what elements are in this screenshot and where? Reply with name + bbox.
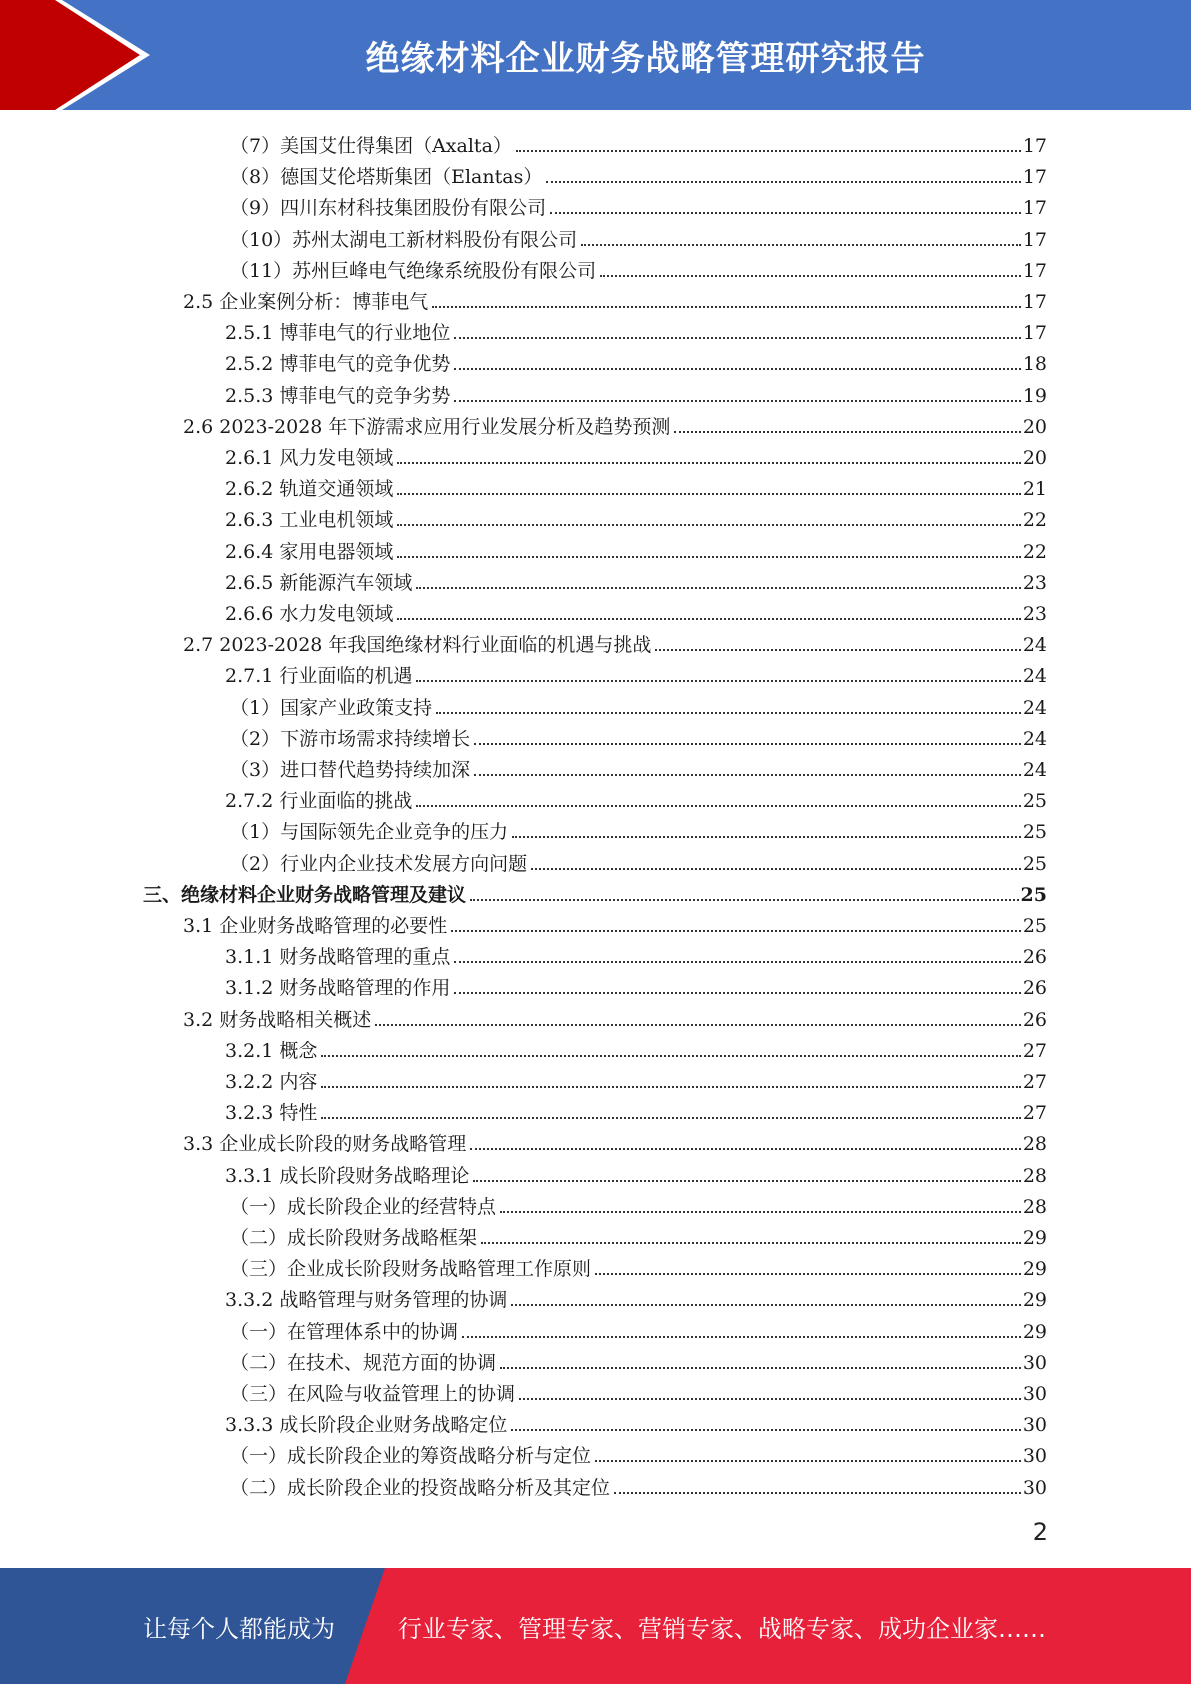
toc-entry-page: 17: [1022, 228, 1047, 251]
toc-leader-dots: [397, 556, 1020, 558]
toc-entry[interactable]: [230, 252, 1047, 283]
toc-leader-dots: [674, 431, 1020, 433]
toc-entry-page: 20: [1022, 447, 1047, 469]
toc-leader-dots: [512, 836, 1021, 838]
toc-entry-label: 3.3 企业成长阶段的财务战略管理: [183, 1133, 467, 1156]
toc-entry[interactable]: [143, 876, 1047, 907]
toc-entry-label: 2.6.4 家用电器领域: [225, 540, 394, 563]
toc-entry[interactable]: [230, 1437, 1047, 1468]
toc-entry-page: 24: [1022, 665, 1047, 688]
toc-entry[interactable]: [230, 1469, 1047, 1500]
toc-entry[interactable]: [183, 626, 1047, 657]
toc-entry-label: 3.2.3 特性: [225, 1102, 318, 1125]
toc-entry-page: 22: [1022, 540, 1047, 563]
toc-entry-label: （二）在技术、规范方面的协调: [230, 1351, 497, 1374]
toc-entry[interactable]: [225, 345, 1047, 376]
toc-entry[interactable]: [230, 1250, 1047, 1281]
toc-entry[interactable]: [183, 1001, 1047, 1032]
toc-entry-label: 3.2 财务战略相关概述: [183, 1008, 372, 1031]
toc-leader-dots: [511, 1429, 1020, 1431]
toc-entry-label: 2.6 2023-2028 年下游需求应用行业发展分析及趋势预测: [183, 415, 671, 438]
toc-entry-page: 21: [1022, 478, 1047, 501]
toc-entry[interactable]: [225, 501, 1047, 532]
toc-entry[interactable]: [225, 470, 1047, 501]
toc-entry-page: 24: [1022, 759, 1047, 781]
toc-entry-page: 17: [1022, 291, 1047, 313]
toc-entry-label: 2.6.3 工业电机领域: [225, 509, 394, 532]
toc-leader-dots: [397, 524, 1020, 526]
report-title: 绝缘材料企业财务战略管理研究报告: [365, 38, 926, 79]
toc-entry-page: 25: [1022, 915, 1047, 937]
toc-leader-dots: [416, 680, 1020, 682]
toc-entry[interactable]: [225, 782, 1047, 813]
toc-leader-dots: [375, 1024, 1021, 1026]
toc-entry-page: 28: [1022, 1133, 1047, 1156]
toc-entry-label: 3.1 企业财务战略管理的必要性: [183, 915, 448, 937]
toc-entry[interactable]: [225, 595, 1047, 626]
toc-leader-dots: [531, 868, 1021, 870]
toc-entry-label: 2.6.6 水力发电领域: [225, 603, 394, 625]
toc-entry-label: （8）德国艾伦塔斯集团（Elantas）: [230, 166, 543, 189]
toc-leader-dots: [581, 244, 1021, 246]
page-header: [0, 0, 1191, 110]
toc-entry[interactable]: [230, 1375, 1047, 1406]
toc-entry-label: 3.1.1 财务战略管理的重点: [225, 946, 451, 969]
page-footer: [0, 1568, 1191, 1684]
toc-entry-page: 19: [1022, 384, 1047, 407]
toc-entry-label: 3.3.2 战略管理与财务管理的协调: [225, 1289, 508, 1312]
toc-entry[interactable]: [230, 845, 1047, 876]
toc-entry[interactable]: [183, 1125, 1047, 1156]
toc-entry-label: 2.5.2 博菲电气的竞争优势: [225, 353, 451, 376]
toc-entry-label: 2.7.2 行业面临的挑战: [225, 790, 413, 813]
toc-entry-label: 3.1.2 财务战略管理的作用: [225, 977, 451, 1000]
toc-entry[interactable]: [230, 720, 1047, 751]
toc-leader-dots: [321, 1117, 1020, 1119]
toc-leader-dots: [500, 1367, 1021, 1369]
toc-leader-dots: [397, 618, 1020, 620]
toc-entry[interactable]: [225, 314, 1047, 345]
toc-entry[interactable]: [230, 221, 1047, 252]
toc-leader-dots: [481, 1242, 1021, 1244]
toc-entry[interactable]: [225, 1063, 1047, 1094]
toc-entry-label: （7）美国艾仕得集团（Axalta）: [230, 135, 512, 157]
toc-leader-dots: [397, 462, 1020, 464]
toc-entry-page: 27: [1022, 1039, 1047, 1062]
toc-entry[interactable]: [225, 1157, 1047, 1188]
toc-entry-page: 22: [1022, 509, 1047, 532]
toc-entry-page: 25: [1022, 821, 1047, 844]
toc-leader-dots: [595, 1460, 1021, 1462]
toc-entry-label: （11）苏州巨峰电气绝缘系统股份有限公司: [230, 259, 597, 282]
toc-leader-dots: [454, 368, 1020, 370]
toc-entry[interactable]: [230, 127, 1047, 158]
toc-entry-label: （二）成长阶段财务战略框架: [230, 1227, 478, 1249]
toc-entry-label: 三、绝缘材料企业财务战略管理及建议: [143, 883, 467, 906]
toc-entry[interactable]: [225, 533, 1047, 564]
toc-entry-label: 2.5.3 博菲电气的竞争劣势: [225, 384, 451, 407]
toc-leader-dots: [550, 212, 1021, 214]
toc-entry[interactable]: [183, 907, 1047, 938]
toc-entry[interactable]: [230, 1219, 1047, 1250]
toc-entry[interactable]: [225, 1281, 1047, 1312]
toc-entry-page: 17: [1022, 322, 1047, 345]
toc-entry-page: 17: [1022, 166, 1047, 189]
toc-entry-label: 2.7 2023-2028 年我国绝缘材料行业面临的机遇与挑战: [183, 634, 652, 657]
toc-leader-dots: [416, 587, 1020, 589]
toc-entry[interactable]: [225, 1406, 1047, 1437]
toc-entry-label: 2.6.5 新能源汽车领域: [225, 571, 413, 594]
toc-leader-dots: [321, 1055, 1020, 1057]
toc-leader-dots: [436, 712, 1021, 714]
toc-entry[interactable]: [230, 189, 1047, 220]
toc-leader-dots: [454, 992, 1020, 994]
toc-leader-dots: [516, 150, 1021, 152]
toc-entry-label: （10）苏州太湖电工新材料股份有限公司: [230, 228, 578, 251]
toc-entry-label: （9）四川东材科技集团股份有限公司: [230, 197, 547, 220]
footer-slogan-right: 行业专家、管理专家、营销专家、战略专家、成功企业家……: [398, 1614, 1046, 1643]
toc-entry[interactable]: [230, 1188, 1047, 1219]
toc-leader-dots: [432, 306, 1021, 308]
toc-entry-page: 18: [1022, 353, 1047, 376]
toc-leader-dots: [321, 1086, 1020, 1088]
toc-entry[interactable]: [225, 377, 1047, 408]
toc-entry-page: 24: [1022, 727, 1047, 750]
toc-leader-dots: [462, 1336, 1021, 1338]
toc-entry-page: 29: [1022, 1289, 1047, 1312]
toc-leader-dots: [470, 1148, 1021, 1150]
toc-entry-label: （1）国家产业政策支持: [230, 696, 433, 719]
toc-entry-page: 17: [1022, 197, 1047, 220]
toc-leader-dots: [451, 930, 1021, 932]
toc-leader-dots: [454, 400, 1020, 402]
toc-entry-page: 28: [1022, 1195, 1047, 1218]
toc-entry[interactable]: [183, 408, 1047, 439]
toc-leader-dots: [470, 899, 1019, 901]
toc-entry-page: 24: [1022, 634, 1047, 657]
toc-entry-label: 3.2.2 内容: [225, 1071, 318, 1093]
toc-entry-page: 26: [1022, 946, 1047, 969]
toc-entry-label: 3.2.1 概念: [225, 1039, 318, 1062]
toc-leader-dots: [655, 649, 1020, 651]
toc-entry[interactable]: [183, 283, 1047, 314]
toc-entry-label: （三）企业成长阶段财务战略管理工作原则: [230, 1258, 592, 1281]
toc-entry-label: （一）在管理体系中的协调: [230, 1320, 459, 1343]
page-number: 2: [1032, 1518, 1048, 1546]
toc-entry-page: 30: [1022, 1414, 1047, 1437]
toc-leader-dots: [511, 1304, 1020, 1306]
toc-entry[interactable]: [225, 938, 1047, 969]
toc-entry-label: （一）成长阶段企业的经营特点: [230, 1195, 497, 1218]
toc-entry[interactable]: [230, 158, 1047, 189]
footer-slogan-left: 让每个人都能成为: [143, 1614, 335, 1643]
toc-entry-label: （2）下游市场需求持续增长: [230, 727, 471, 750]
toc-entry-page: 27: [1022, 1102, 1047, 1125]
toc-leader-dots: [500, 1211, 1021, 1213]
toc-entry-label: 2.5 企业案例分析：博菲电气: [183, 291, 429, 313]
toc-leader-dots: [416, 805, 1020, 807]
toc-entry-page: 29: [1022, 1227, 1047, 1249]
toc-entry-page: 30: [1022, 1383, 1047, 1405]
toc-entry-page: 29: [1022, 1320, 1047, 1343]
toc-entry-page: 24: [1022, 696, 1047, 719]
toc-entry-page: 23: [1022, 571, 1047, 594]
toc-entry-label: （三）在风险与收益管理上的协调: [230, 1383, 516, 1405]
toc-entry[interactable]: [230, 1313, 1047, 1344]
toc-entry-page: 29: [1022, 1258, 1047, 1281]
toc-leader-dots: [454, 961, 1020, 963]
toc-entry-label: 3.3.1 成长阶段财务战略理论: [225, 1164, 470, 1187]
toc-entry[interactable]: [225, 969, 1047, 1000]
toc-entry-page: 25: [1020, 883, 1047, 906]
toc-entry-label: 2.5.1 博菲电气的行业地位: [225, 322, 451, 345]
toc-entry-label: （2）行业内企业技术发展方向问题: [230, 852, 528, 875]
toc-entry-page: 30: [1022, 1351, 1047, 1374]
toc-entry[interactable]: [230, 1344, 1047, 1375]
toc-entry-label: （一）成长阶段企业的筹资战略分析与定位: [230, 1445, 592, 1468]
toc-entry-page: 26: [1022, 977, 1047, 1000]
toc-entry-page: 26: [1022, 1008, 1047, 1031]
toc-entry-page: 25: [1022, 852, 1047, 875]
toc-leader-dots: [595, 1273, 1021, 1275]
toc-leader-dots: [546, 181, 1020, 183]
toc-entry-label: 2.6.1 风力发电领域: [225, 447, 394, 469]
toc-leader-dots: [519, 1398, 1021, 1400]
toc-entry[interactable]: [230, 751, 1047, 782]
toc-leader-dots: [614, 1492, 1021, 1494]
toc-entry[interactable]: [225, 439, 1047, 470]
toc-entry-label: （1）与国际领先企业竞争的压力: [230, 821, 509, 844]
toc-entry-page: 17: [1022, 135, 1047, 157]
toc-entry[interactable]: [225, 1032, 1047, 1063]
toc-leader-dots: [454, 337, 1020, 339]
toc-leader-dots: [600, 275, 1021, 277]
toc-leader-dots: [474, 743, 1021, 745]
toc-entry[interactable]: [230, 689, 1047, 720]
toc-entry-label: 2.7.1 行业面临的机遇: [225, 665, 413, 688]
toc-entry-page: 20: [1022, 415, 1047, 438]
toc-entry-label: （二）成长阶段企业的投资战略分析及其定位: [230, 1476, 611, 1499]
toc-entry-page: 17: [1022, 259, 1047, 282]
toc-entry-label: 3.3.3 成长阶段企业财务战略定位: [225, 1414, 508, 1437]
toc-leader-dots: [474, 774, 1021, 776]
toc-entry-page: 23: [1022, 603, 1047, 625]
toc-entry-page: 30: [1022, 1476, 1047, 1499]
toc-leader-dots: [473, 1180, 1020, 1182]
toc-entry[interactable]: [225, 1094, 1047, 1125]
toc-leader-dots: [397, 493, 1020, 495]
toc-entry[interactable]: [225, 657, 1047, 688]
toc-entry-page: 27: [1022, 1071, 1047, 1093]
toc-entry-page: 28: [1022, 1164, 1047, 1187]
toc-entry-page: 25: [1022, 790, 1047, 813]
toc-entry-label: 2.6.2 轨道交通领域: [225, 478, 394, 501]
toc-entry-page: 30: [1022, 1445, 1047, 1468]
toc-entry[interactable]: [225, 564, 1047, 595]
toc-entry-label: （3）进口替代趋势持续加深: [230, 759, 471, 781]
header-chevron-icon: [0, 0, 160, 110]
toc-entry[interactable]: [230, 813, 1047, 844]
